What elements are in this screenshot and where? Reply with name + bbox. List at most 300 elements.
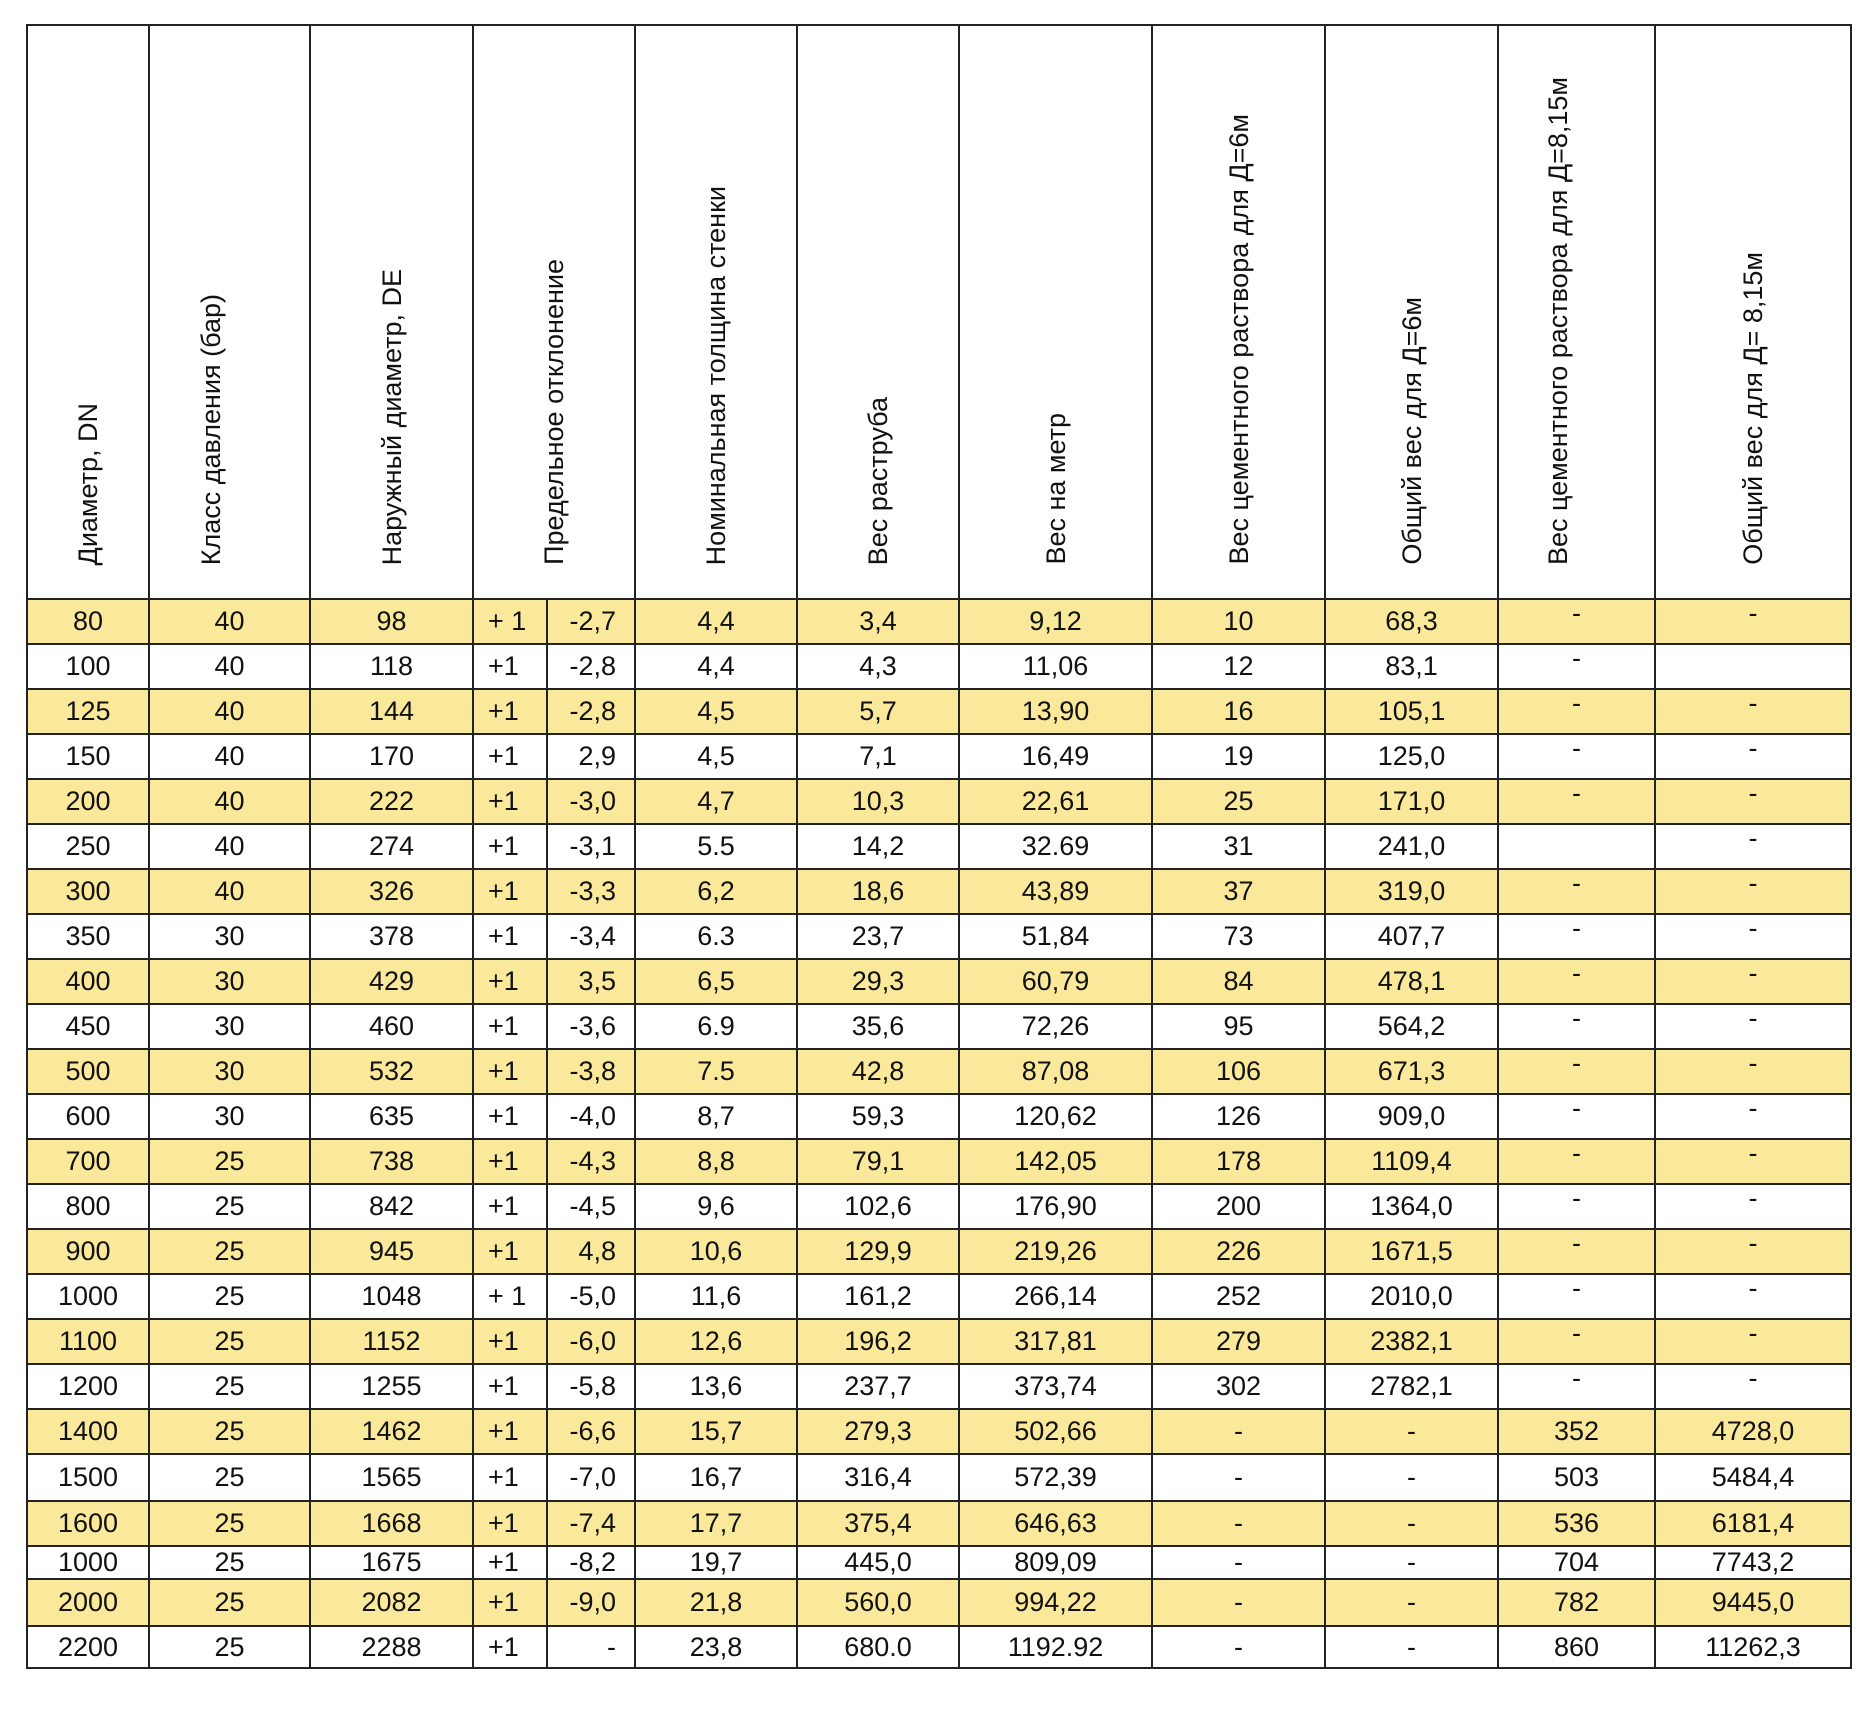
cell-total-815m: - (1655, 1319, 1851, 1364)
cell-cement-6m: 16 (1152, 689, 1325, 734)
cell-dev-minus: 3,5 (547, 959, 635, 1004)
cell-dev-plus: +1 (473, 1579, 547, 1626)
cell-total-6m: 171,0 (1325, 779, 1498, 824)
cell-total-815m: - (1655, 1139, 1851, 1184)
table-row (27, 869, 1851, 914)
cell-dn: 400 (27, 959, 149, 1004)
cell-total-815m: - (1655, 689, 1851, 734)
cell-dn: 1000 (27, 1546, 149, 1579)
cell-weight-per-m: 72,26 (959, 1004, 1152, 1049)
cell-weight-per-m: 809,09 (959, 1546, 1152, 1579)
cell-socket-weight: 375,4 (797, 1501, 959, 1546)
cell-dev-minus: -2,7 (547, 599, 635, 644)
cell-de: 1048 (310, 1274, 473, 1319)
cell-cement-6m: 73 (1152, 914, 1325, 959)
table-body (27, 599, 1851, 1668)
cell-cement-6m: 226 (1152, 1229, 1325, 1274)
cell-cement-6m: 25 (1152, 779, 1325, 824)
cell-de: 1152 (310, 1319, 473, 1364)
cell-weight-per-m: 60,79 (959, 959, 1152, 1004)
cell-pressure: 30 (149, 1049, 310, 1094)
cell-de: 460 (310, 1004, 473, 1049)
cell-cement-6m: 12 (1152, 644, 1325, 689)
cell-socket-weight: 4,3 (797, 644, 959, 689)
cell-dn: 700 (27, 1139, 149, 1184)
cell-dev-plus: +1 (473, 734, 547, 779)
cell-cement-6m: 95 (1152, 1004, 1325, 1049)
table-row (27, 1409, 1851, 1454)
cell-cement-6m: 19 (1152, 734, 1325, 779)
cell-wall: 6,2 (635, 869, 797, 914)
header-wall: Номинальная толщина стенки (635, 25, 797, 599)
cell-socket-weight: 102,6 (797, 1184, 959, 1229)
cell-dev-minus: 2,9 (547, 734, 635, 779)
cell-dev-plus: +1 (473, 1094, 547, 1139)
cell-cement-6m: - (1152, 1501, 1325, 1546)
cell-wall: 11,6 (635, 1274, 797, 1319)
cell-dn: 1000 (27, 1274, 149, 1319)
cell-dev-minus: -4,5 (547, 1184, 635, 1229)
cell-weight-per-m: 120,62 (959, 1094, 1152, 1139)
table-row (27, 824, 1851, 869)
cell-dev-minus: -3,0 (547, 779, 635, 824)
cell-weight-per-m: 16,49 (959, 734, 1152, 779)
cell-de: 378 (310, 914, 473, 959)
cell-weight-per-m: 994,22 (959, 1579, 1152, 1626)
pipe-specs-table (26, 24, 1852, 1669)
cell-dev-plus: +1 (473, 959, 547, 1004)
cell-de: 170 (310, 734, 473, 779)
cell-pressure: 40 (149, 734, 310, 779)
cell-wall: 13,6 (635, 1364, 797, 1409)
cell-total-815m (1655, 644, 1851, 689)
cell-de: 2288 (310, 1626, 473, 1668)
table-row (27, 1319, 1851, 1364)
cell-dev-plus: +1 (473, 1454, 547, 1501)
cell-total-815m: 7743,2 (1655, 1546, 1851, 1579)
cell-dev-minus: -4,3 (547, 1139, 635, 1184)
cell-weight-per-m: 266,14 (959, 1274, 1152, 1319)
cell-dev-minus: -3,3 (547, 869, 635, 914)
table-row (27, 1579, 1851, 1626)
cell-weight-per-m: 11,06 (959, 644, 1152, 689)
cell-socket-weight: 29,3 (797, 959, 959, 1004)
cell-dn: 350 (27, 914, 149, 959)
cell-dev-plus: +1 (473, 824, 547, 869)
cell-wall: 4,4 (635, 644, 797, 689)
cell-dev-minus: -4,0 (547, 1094, 635, 1139)
table-row (27, 1501, 1851, 1546)
cell-cement-815m: - (1498, 1229, 1655, 1274)
cell-socket-weight: 18,6 (797, 869, 959, 914)
cell-pressure: 30 (149, 914, 310, 959)
cell-dev-plus: +1 (473, 914, 547, 959)
cell-weight-per-m: 87,08 (959, 1049, 1152, 1094)
cell-cement-6m: 10 (1152, 599, 1325, 644)
cell-socket-weight: 10,3 (797, 779, 959, 824)
cell-socket-weight: 161,2 (797, 1274, 959, 1319)
cell-de: 1668 (310, 1501, 473, 1546)
table-row (27, 779, 1851, 824)
cell-cement-6m: 252 (1152, 1274, 1325, 1319)
cell-dev-plus: +1 (473, 1626, 547, 1668)
cell-wall: 4,7 (635, 779, 797, 824)
cell-weight-per-m: 32.69 (959, 824, 1152, 869)
cell-total-6m: 671,3 (1325, 1049, 1498, 1094)
table-row (27, 1004, 1851, 1049)
cell-total-6m: 68,3 (1325, 599, 1498, 644)
cell-de: 326 (310, 869, 473, 914)
cell-dn: 200 (27, 779, 149, 824)
cell-socket-weight: 316,4 (797, 1454, 959, 1501)
cell-cement-815m: - (1498, 1274, 1655, 1319)
cell-de: 1675 (310, 1546, 473, 1579)
cell-cement-6m: 37 (1152, 869, 1325, 914)
cell-dev-plus: +1 (473, 689, 547, 734)
cell-pressure: 25 (149, 1454, 310, 1501)
cell-total-815m: - (1655, 824, 1851, 869)
cell-dn: 1200 (27, 1364, 149, 1409)
cell-weight-per-m: 176,90 (959, 1184, 1152, 1229)
cell-wall: 6.9 (635, 1004, 797, 1049)
cell-weight-per-m: 142,05 (959, 1139, 1152, 1184)
cell-total-6m: - (1325, 1626, 1498, 1668)
cell-total-815m: 11262,3 (1655, 1626, 1851, 1668)
cell-total-6m: 1109,4 (1325, 1139, 1498, 1184)
cell-weight-per-m: 22,61 (959, 779, 1152, 824)
cell-weight-per-m: 502,66 (959, 1409, 1152, 1454)
header-deviation: Предельное отклонение (473, 25, 635, 599)
cell-dev-plus: +1 (473, 644, 547, 689)
table-row (27, 1364, 1851, 1409)
cell-pressure: 25 (149, 1319, 310, 1364)
cell-total-6m: - (1325, 1409, 1498, 1454)
table-row (27, 689, 1851, 734)
cell-de: 222 (310, 779, 473, 824)
cell-pressure: 25 (149, 1139, 310, 1184)
cell-pressure: 25 (149, 1626, 310, 1668)
cell-dev-minus: -3,4 (547, 914, 635, 959)
table-row (27, 1454, 1851, 1501)
cell-cement-815m: - (1498, 734, 1655, 779)
header-de: Наружный диаметр, DE (310, 25, 473, 599)
cell-socket-weight: 14,2 (797, 824, 959, 869)
cell-total-6m: 125,0 (1325, 734, 1498, 779)
cell-de: 98 (310, 599, 473, 644)
cell-cement-815m: - (1498, 1139, 1655, 1184)
cell-pressure: 25 (149, 1546, 310, 1579)
cell-de: 1255 (310, 1364, 473, 1409)
cell-dev-minus: -5,0 (547, 1274, 635, 1319)
header-cement-6m: Вес цементного раствора для Д=6м (1152, 25, 1325, 599)
cell-dev-plus: +1 (473, 1004, 547, 1049)
table-row (27, 644, 1851, 689)
cell-dn: 80 (27, 599, 149, 644)
cell-total-815m: 6181,4 (1655, 1501, 1851, 1546)
table-row (27, 959, 1851, 1004)
cell-de: 1462 (310, 1409, 473, 1454)
table-row (27, 734, 1851, 779)
cell-total-815m: - (1655, 914, 1851, 959)
cell-dn: 100 (27, 644, 149, 689)
cell-total-6m: 1671,5 (1325, 1229, 1498, 1274)
cell-weight-per-m: 219,26 (959, 1229, 1152, 1274)
cell-total-815m: - (1655, 734, 1851, 779)
cell-total-815m: 4728,0 (1655, 1409, 1851, 1454)
cell-socket-weight: 79,1 (797, 1139, 959, 1184)
cell-pressure: 40 (149, 824, 310, 869)
cell-dev-plus: +1 (473, 1139, 547, 1184)
cell-total-6m: - (1325, 1501, 1498, 1546)
cell-dn: 2000 (27, 1579, 149, 1626)
cell-weight-per-m: 1192.92 (959, 1626, 1152, 1668)
cell-wall: 7.5 (635, 1049, 797, 1094)
cell-cement-815m: - (1498, 1364, 1655, 1409)
cell-dev-plus: +1 (473, 1546, 547, 1579)
cell-cement-815m: - (1498, 599, 1655, 644)
cell-pressure: 25 (149, 1501, 310, 1546)
cell-dev-plus: +1 (473, 1364, 547, 1409)
cell-socket-weight: 560,0 (797, 1579, 959, 1626)
cell-pressure: 30 (149, 1094, 310, 1139)
cell-wall: 6.3 (635, 914, 797, 959)
cell-weight-per-m: 43,89 (959, 869, 1152, 914)
cell-wall: 15,7 (635, 1409, 797, 1454)
cell-cement-815m: - (1498, 1184, 1655, 1229)
cell-socket-weight: 3,4 (797, 599, 959, 644)
cell-dn: 150 (27, 734, 149, 779)
cell-pressure: 25 (149, 1364, 310, 1409)
cell-socket-weight: 7,1 (797, 734, 959, 779)
cell-pressure: 25 (149, 1229, 310, 1274)
table-row (27, 1094, 1851, 1139)
cell-de: 738 (310, 1139, 473, 1184)
cell-total-6m: - (1325, 1546, 1498, 1579)
cell-cement-6m: 200 (1152, 1184, 1325, 1229)
cell-de: 144 (310, 689, 473, 734)
cell-total-815m: - (1655, 1274, 1851, 1319)
cell-dn: 250 (27, 824, 149, 869)
cell-socket-weight: 237,7 (797, 1364, 959, 1409)
cell-total-6m: 83,1 (1325, 644, 1498, 689)
cell-cement-815m: - (1498, 1004, 1655, 1049)
cell-dev-minus: -7,4 (547, 1501, 635, 1546)
cell-dev-plus: +1 (473, 1409, 547, 1454)
cell-cement-6m: 84 (1152, 959, 1325, 1004)
cell-pressure: 25 (149, 1184, 310, 1229)
cell-total-6m: - (1325, 1454, 1498, 1501)
cell-cement-815m: 352 (1498, 1409, 1655, 1454)
cell-pressure: 40 (149, 869, 310, 914)
cell-de: 429 (310, 959, 473, 1004)
cell-weight-per-m: 646,63 (959, 1501, 1152, 1546)
cell-total-815m: 9445,0 (1655, 1579, 1851, 1626)
cell-total-815m: - (1655, 779, 1851, 824)
cell-dev-minus: -3,6 (547, 1004, 635, 1049)
cell-cement-815m: - (1498, 779, 1655, 824)
cell-cement-6m: - (1152, 1626, 1325, 1668)
cell-dev-plus: +1 (473, 1501, 547, 1546)
cell-cement-6m: 178 (1152, 1139, 1325, 1184)
cell-cement-815m (1498, 824, 1655, 869)
cell-weight-per-m: 51,84 (959, 914, 1152, 959)
cell-cement-6m: 126 (1152, 1094, 1325, 1139)
cell-de: 1565 (310, 1454, 473, 1501)
cell-wall: 23,8 (635, 1626, 797, 1668)
cell-total-815m: - (1655, 1364, 1851, 1409)
cell-pressure: 25 (149, 1274, 310, 1319)
cell-cement-6m: - (1152, 1409, 1325, 1454)
cell-wall: 4,4 (635, 599, 797, 644)
table-row (27, 599, 1851, 644)
header-total-6m: Общий вес для Д=6м (1325, 25, 1498, 599)
cell-de: 532 (310, 1049, 473, 1094)
cell-wall: 17,7 (635, 1501, 797, 1546)
cell-dn: 1400 (27, 1409, 149, 1454)
cell-dev-minus: -7,0 (547, 1454, 635, 1501)
cell-dev-minus: 4,8 (547, 1229, 635, 1274)
cell-de: 118 (310, 644, 473, 689)
cell-dev-minus: -8,2 (547, 1546, 635, 1579)
cell-dev-minus: -6,6 (547, 1409, 635, 1454)
cell-dn: 900 (27, 1229, 149, 1274)
cell-dn: 1100 (27, 1319, 149, 1364)
cell-socket-weight: 5,7 (797, 689, 959, 734)
table-row (27, 914, 1851, 959)
cell-dn: 800 (27, 1184, 149, 1229)
cell-total-6m: 564,2 (1325, 1004, 1498, 1049)
cell-wall: 8,8 (635, 1139, 797, 1184)
cell-pressure: 30 (149, 959, 310, 1004)
cell-pressure: 40 (149, 689, 310, 734)
cell-dev-minus: -2,8 (547, 644, 635, 689)
header-row (27, 25, 1851, 599)
cell-total-6m: 105,1 (1325, 689, 1498, 734)
header-cement-815m: Вес цементного раствора для Д=8,15м (1498, 25, 1655, 599)
cell-wall: 21,8 (635, 1579, 797, 1626)
cell-de: 842 (310, 1184, 473, 1229)
cell-cement-815m: 704 (1498, 1546, 1655, 1579)
cell-de: 274 (310, 824, 473, 869)
cell-socket-weight: 42,8 (797, 1049, 959, 1094)
cell-cement-6m: - (1152, 1546, 1325, 1579)
table-row (27, 1626, 1851, 1668)
cell-total-6m: 241,0 (1325, 824, 1498, 869)
cell-total-815m: - (1655, 1184, 1851, 1229)
cell-dev-minus: -6,0 (547, 1319, 635, 1364)
cell-cement-6m: - (1152, 1579, 1325, 1626)
cell-total-6m: 2010,0 (1325, 1274, 1498, 1319)
cell-cement-815m: - (1498, 644, 1655, 689)
header-total-815m: Общий вес для Д= 8,15м (1655, 25, 1851, 599)
cell-total-6m: 2382,1 (1325, 1319, 1498, 1364)
cell-dev-minus: -5,8 (547, 1364, 635, 1409)
cell-dn: 450 (27, 1004, 149, 1049)
cell-dev-plus: + 1 (473, 1274, 547, 1319)
table-row (27, 1049, 1851, 1094)
cell-dn: 300 (27, 869, 149, 914)
cell-wall: 6,5 (635, 959, 797, 1004)
cell-total-815m: - (1655, 1229, 1851, 1274)
cell-cement-815m: 503 (1498, 1454, 1655, 1501)
cell-dev-plus: +1 (473, 1229, 547, 1274)
cell-pressure: 40 (149, 779, 310, 824)
cell-total-6m: 1364,0 (1325, 1184, 1498, 1229)
cell-cement-815m: - (1498, 869, 1655, 914)
cell-total-6m: 319,0 (1325, 869, 1498, 914)
cell-cement-6m: 279 (1152, 1319, 1325, 1364)
cell-pressure: 30 (149, 1004, 310, 1049)
cell-total-6m: 407,7 (1325, 914, 1498, 959)
cell-pressure: 25 (149, 1579, 310, 1626)
cell-total-6m: - (1325, 1579, 1498, 1626)
table-row (27, 1184, 1851, 1229)
cell-pressure: 40 (149, 644, 310, 689)
cell-socket-weight: 129,9 (797, 1229, 959, 1274)
cell-socket-weight: 35,6 (797, 1004, 959, 1049)
cell-wall: 8,7 (635, 1094, 797, 1139)
cell-total-6m: 909,0 (1325, 1094, 1498, 1139)
cell-dn: 500 (27, 1049, 149, 1094)
cell-dev-plus: +1 (473, 1049, 547, 1094)
cell-dev-minus: -2,8 (547, 689, 635, 734)
cell-total-6m: 2782,1 (1325, 1364, 1498, 1409)
cell-socket-weight: 445,0 (797, 1546, 959, 1579)
cell-wall: 16,7 (635, 1454, 797, 1501)
cell-dn: 600 (27, 1094, 149, 1139)
cell-dn: 125 (27, 689, 149, 734)
cell-cement-815m: - (1498, 1049, 1655, 1094)
cell-cement-815m: - (1498, 959, 1655, 1004)
cell-cement-6m: - (1152, 1454, 1325, 1501)
cell-weight-per-m: 13,90 (959, 689, 1152, 734)
cell-total-815m: - (1655, 1004, 1851, 1049)
cell-dn: 1600 (27, 1501, 149, 1546)
cell-cement-6m: 31 (1152, 824, 1325, 869)
cell-socket-weight: 23,7 (797, 914, 959, 959)
cell-total-815m: - (1655, 1094, 1851, 1139)
cell-total-6m: 478,1 (1325, 959, 1498, 1004)
cell-total-815m: - (1655, 599, 1851, 644)
cell-wall: 4,5 (635, 689, 797, 734)
cell-socket-weight: 196,2 (797, 1319, 959, 1364)
cell-dev-minus: -3,1 (547, 824, 635, 869)
header-pressure: Класс давления (бар) (149, 25, 310, 599)
table-row (27, 1139, 1851, 1184)
cell-total-815m: 5484,4 (1655, 1454, 1851, 1501)
header-socket-weight: Вес раструба (797, 25, 959, 599)
table-row (27, 1274, 1851, 1319)
cell-wall: 5.5 (635, 824, 797, 869)
cell-cement-815m: 782 (1498, 1579, 1655, 1626)
cell-cement-815m: 536 (1498, 1501, 1655, 1546)
cell-cement-6m: 106 (1152, 1049, 1325, 1094)
cell-wall: 19,7 (635, 1546, 797, 1579)
cell-weight-per-m: 373,74 (959, 1364, 1152, 1409)
header-dn: Диаметр, DN (27, 25, 149, 599)
cell-wall: 9,6 (635, 1184, 797, 1229)
cell-pressure: 40 (149, 599, 310, 644)
table-row (27, 1229, 1851, 1274)
cell-dev-plus: +1 (473, 779, 547, 824)
cell-wall: 4,5 (635, 734, 797, 779)
cell-dn: 2200 (27, 1626, 149, 1668)
cell-total-815m: - (1655, 1049, 1851, 1094)
cell-total-815m: - (1655, 869, 1851, 914)
cell-socket-weight: 279,3 (797, 1409, 959, 1454)
cell-dev-minus: -9,0 (547, 1579, 635, 1626)
cell-weight-per-m: 9,12 (959, 599, 1152, 644)
